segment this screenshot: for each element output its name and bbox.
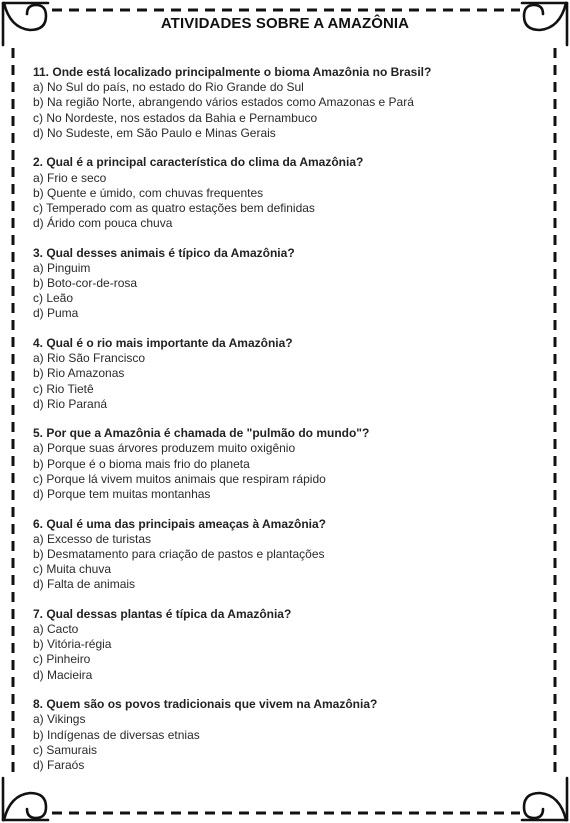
answer-option: c) Muita chuva — [33, 562, 112, 577]
answer-option: a) No Sul do país, no estado do Rio Grande do Sul — [33, 80, 304, 95]
answer-option: d) Puma — [33, 306, 79, 321]
answer-option: a) Cacto — [33, 622, 79, 637]
answer-option: a) Porque suas árvores produzem muito oxigênio — [33, 441, 296, 456]
answer-option: b) Boto-cor-de-rosa — [33, 276, 138, 291]
question-block — [33, 697, 533, 773]
answer-option: c) Temperado com as quatro estações bem definidas — [33, 200, 315, 215]
answer-option: a) Rio São Francisco — [33, 351, 146, 366]
answer-option: d) Falta de animais — [33, 577, 136, 592]
answer-option: b) Rio Amazonas — [33, 366, 125, 381]
answer-option: d) Macieira — [33, 667, 93, 682]
question-block — [33, 336, 533, 412]
question-block — [33, 607, 533, 683]
question-text: 4. Qual é o rio mais importante da Amazônia? — [33, 335, 293, 350]
answer-option: c) Rio Tietê — [33, 381, 94, 396]
answer-option: c) Samurais — [33, 742, 98, 757]
answer-option: b) Indígenas de diversas etnias — [33, 727, 200, 742]
question-block — [33, 426, 533, 502]
answer-option: d) Porque tem muitas montanhas — [33, 487, 211, 502]
answer-option: b) Na região Norte, abrangendo vários estados como Amazonas e Pará — [33, 95, 414, 110]
question-text: 8. Quem são os povos tradicionais que vivem na Amazônia? — [33, 697, 378, 712]
question-list — [33, 65, 533, 788]
answer-option: c) Pinheiro — [33, 652, 91, 667]
answer-option: c) No Nordeste, nos estados da Bahia e Pernambuco — [33, 110, 318, 125]
question-block — [33, 517, 533, 593]
question-text: 2. Qual é a principal característica do clima da Amazônia? — [33, 155, 364, 170]
answer-option: d) Rio Paraná — [33, 396, 108, 411]
question-text: 5. Por que a Amazônia é chamada de "pulmão do mundo"? — [33, 426, 370, 441]
question-block — [33, 246, 533, 322]
answer-option: b) Desmatamento para criação de pastos e plantações — [33, 546, 325, 561]
question-text: 11. Onde está localizado principalmente o bioma Amazônia no Brasil? — [33, 65, 432, 79]
answer-option: b) Quente e úmido, com chuvas frequentes — [33, 185, 264, 200]
answer-option: a) Frio e seco — [33, 170, 107, 185]
question-block — [33, 155, 533, 231]
question-block — [33, 65, 533, 141]
answer-option: c) Porque lá vivem muitos animais que respiram rápido — [33, 471, 326, 486]
worksheet-title: ATIVIDADES SOBRE A AMAZÔNIA — [160, 15, 410, 32]
answer-option: a) Vikings — [33, 712, 86, 727]
answer-option: b) Porque é o bioma mais frio do planeta — [33, 456, 250, 471]
answer-option: d) Faraós — [33, 758, 85, 772]
question-text: 6. Qual é uma das principais ameaças à Amazônia? — [33, 516, 327, 531]
answer-option: a) Pinguim — [33, 260, 91, 275]
question-text: 7. Qual dessas plantas é típica da Amazônia? — [33, 606, 292, 621]
answer-option: c) Leão — [33, 291, 74, 306]
answer-option: d) Árido com pouca chuva — [33, 216, 173, 231]
answer-option: a) Excesso de turistas — [33, 531, 152, 546]
answer-option: b) Vitória-régia — [33, 637, 112, 652]
question-text: 3. Qual desses animais é típico da Amazônia? — [33, 245, 295, 260]
answer-option: d) No Sudeste, em São Paulo e Minas Gerais — [33, 125, 276, 140]
